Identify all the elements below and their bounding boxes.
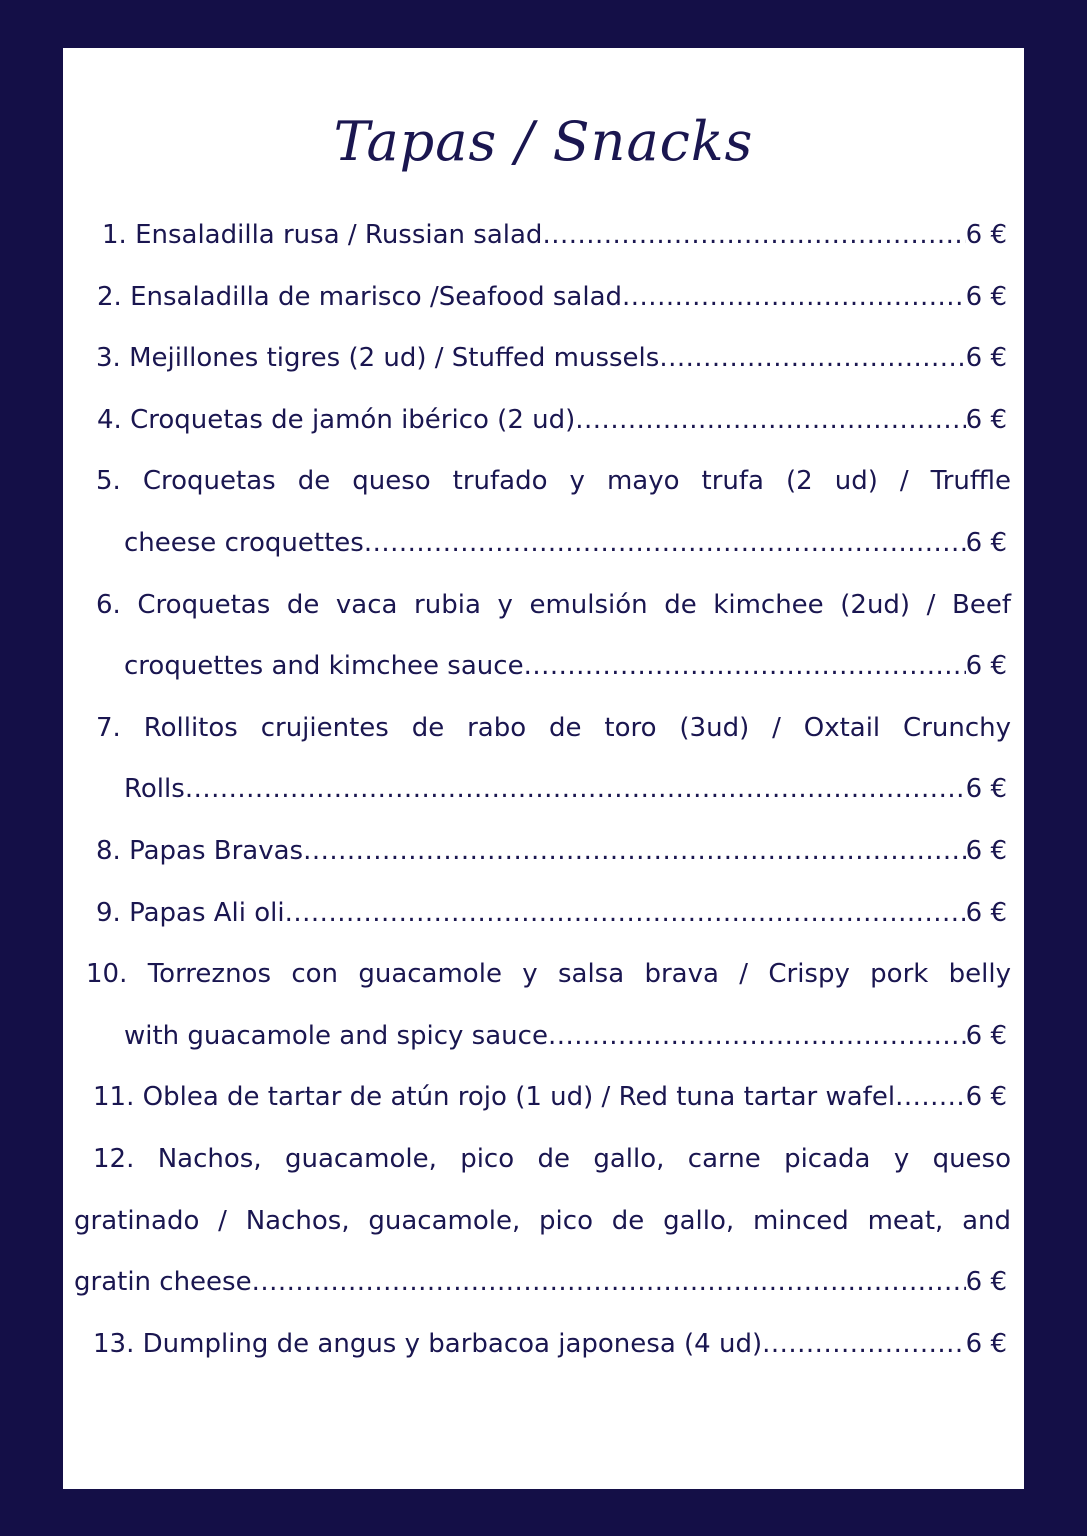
item-name-line2: Rolls <box>124 774 185 805</box>
item-name-line3: gratin cheese <box>74 1267 252 1298</box>
item-number: 3. <box>96 343 121 374</box>
item-name: Mejillones tigres (2 ud) / Stuffed mussels <box>129 343 660 374</box>
item-number: 10. <box>86 959 128 990</box>
menu-item <box>74 821 1011 883</box>
menu-item <box>74 1129 1011 1314</box>
item-number: 1. <box>102 220 127 250</box>
leader-dots <box>185 759 966 821</box>
menu-item <box>74 205 1011 267</box>
item-number: 9. <box>96 897 121 928</box>
item-name-line1: Croquetas de vaca rubia y emulsión de kimchee (2ud) / Beef <box>137 589 1011 620</box>
menu-item <box>74 944 1011 1067</box>
leader-dots <box>575 390 965 452</box>
menu-item <box>74 1314 1011 1376</box>
item-price: 6 € <box>965 281 1007 312</box>
item-name: Oblea de tartar de atún rojo (1 ud) / Red tuna tartar wafel <box>142 1082 896 1113</box>
menu-item <box>74 698 1011 821</box>
item-name-line1: Torreznos con guacamole y salsa brava / Crispy pork belly <box>147 959 1012 990</box>
item-number: 13. <box>93 1328 135 1359</box>
menu-title: Tapas / Snacks <box>333 110 754 173</box>
item-number: 7. <box>96 712 121 743</box>
leader-dots <box>659 328 965 390</box>
leader-dots <box>548 1006 966 1068</box>
item-price: 6 € <box>965 220 1007 250</box>
item-name: Ensaladilla de marisco /Seafood salad <box>130 281 623 312</box>
menu-item <box>74 1067 1011 1129</box>
item-price: 6 € <box>965 774 1007 805</box>
item-name: Dumpling de angus y barbacoa japonesa (4 ud) <box>142 1328 763 1359</box>
item-price: 6 € <box>965 835 1007 866</box>
item-number: 12. <box>93 1143 135 1174</box>
item-price: 6 € <box>965 1020 1007 1051</box>
leader-dots <box>622 267 966 329</box>
menu-item <box>74 267 1011 329</box>
menu-item <box>74 883 1011 945</box>
item-number: 8. <box>96 835 121 866</box>
leader-dots <box>762 1314 966 1376</box>
item-name-line2: with guacamole and spicy sauce <box>124 1020 548 1051</box>
item-name: Papas Ali oli <box>129 897 285 928</box>
item-number: 5. <box>96 466 121 497</box>
menu-item <box>74 575 1011 698</box>
item-name: Croquetas de jamón ibérico (2 ud) <box>130 404 576 435</box>
leader-dots <box>364 513 966 575</box>
item-number: 4. <box>97 404 122 435</box>
item-name-line1: Nachos, guacamole, pico de gallo, carne picada y queso <box>157 1143 1012 1174</box>
menu-item <box>74 390 1011 452</box>
item-name: Ensaladilla rusa / Russian salad <box>135 220 543 250</box>
item-price: 6 € <box>965 1328 1007 1359</box>
item-price: 6 € <box>965 1267 1007 1298</box>
item-name-line2: cheese croquettes <box>124 527 364 558</box>
item-number: 2. <box>97 281 122 312</box>
item-name: Papas Bravas <box>129 835 304 866</box>
item-price: 6 € <box>965 343 1007 374</box>
menu-item <box>74 328 1011 390</box>
leader-dots <box>303 821 966 883</box>
leader-dots <box>542 205 965 267</box>
item-price: 6 € <box>965 897 1007 928</box>
item-name-line2: gratinado / Nachos, guacamole, pico de gallo, minced meat, and <box>74 1205 1011 1236</box>
item-name-line1: Croquetas de queso trufado y mayo trufa (2 ud) / Truffle <box>142 466 1012 497</box>
leader-dots <box>524 636 966 698</box>
item-name-line1: Rollitos crujientes de rabo de toro (3ud) / Oxtail Crunchy <box>143 712 1012 743</box>
item-number: 11. <box>93 1082 135 1113</box>
leader-dots <box>895 1067 966 1129</box>
item-name-line2: croquettes and kimchee sauce <box>124 651 524 682</box>
menu-list <box>74 205 1011 1375</box>
menu-item <box>74 451 1011 574</box>
item-number: 6. <box>96 589 121 620</box>
item-price: 6 € <box>965 404 1007 435</box>
leader-dots <box>285 883 966 945</box>
leader-dots <box>252 1252 966 1314</box>
item-price: 6 € <box>965 651 1007 682</box>
item-price: 6 € <box>965 527 1007 558</box>
item-price: 6 € <box>965 1082 1007 1113</box>
